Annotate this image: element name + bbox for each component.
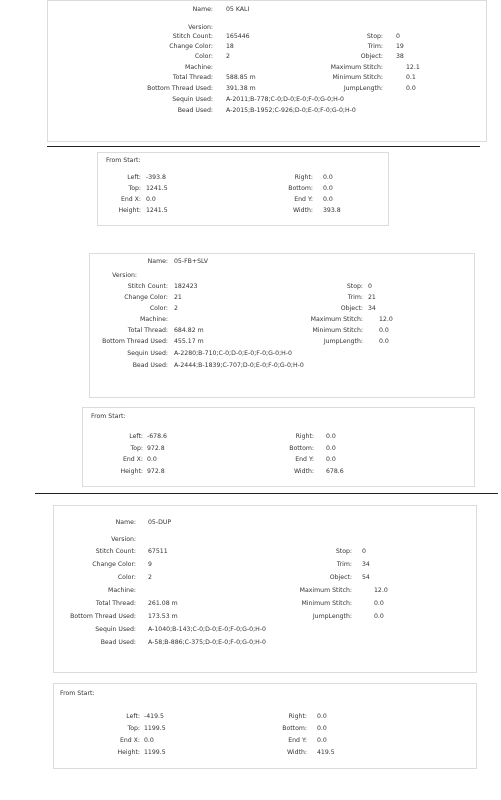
from-start-header: From Start: — [91, 413, 126, 420]
design-info-panel: Name: 05-DUP Version: Stitch Count: 67511 Stop: 0 Change Color: 9 Trim: 34 Color: 2 Object: 54 Machine: Maximum Stitch: 12.0 Total Thread: 261.08 m Minimum Stitch: 0.0 Bottom Thread Used: 173.53 m JumpLength: 0.0 Sequin Used: A-1040;B-143;C-0;D-0;E-0;F-0;G-0;H-0 Bead Used: A-58;B-886;C-375;D-0;E-0;F-0;G-0;H-0 — [53, 505, 477, 673]
design-name: 05-FB+SLV — [174, 258, 209, 265]
design-info-panel: Name: 05 KALI Version: Stitch Count: 165446 Stop: 0 Change Color: 18 Trim: 19 Color: 2 Object: 38 Machine: Maximum Stitch: 12.1 Total Thread: 588.85 m Minimum Stitch: 0.1 Bottom Thread Used: 391.38 m JumpLength: 0.0 Sequin Used: A-2011;B-778;C-0;D-0;E-0;F-0;G-0;H-0 Bead Used: A-2015;B-1952;C-926;D-0;E-0;F-0;G-0;H-0 — [47, 0, 487, 142]
extents-panel: From Start: Left: -678.6 Right: 0.0 Top: 972.8 Bottom: 0.0 End X: 0.0 End Y: 0.0 Height: 972.8 Width: 678.6 — [82, 407, 475, 487]
design-info-panel: Name: 05-FB+SLV Version: Stitch Count: 182423 Stop: 0 Change Color: 21 Trim: 21 Color: 2 Object: 34 Machine: Maximum Stitch: 12.0 Total Thread: 684.82 m Minimum Stitch: 0.0 Bottom Thread Used: 455.17 m JumpLength: 0.0 Sequin Used: A-2280;B-710;C-0;D-0;E-0;F-0;G-0;H-0 Bead Used: A-2444;B-1839;C-707;D-0;E-0;F-0;G-0;H-0 — [89, 253, 475, 398]
extents-panel: From Start: Left: -419.5 Right: 0.0 Top: 1199.5 Bottom: 0.0 End X: 0.0 End Y: 0.0 Height: 1199.5 Width: 419.5 — [53, 683, 477, 769]
separator-line — [35, 493, 498, 494]
extents-panel: From Start: Left: -393.8 Right: 0.0 Top: 1241.5 Bottom: 0.0 End X: 0.0 End Y: 0.0 Height: 1241.5 Width: 393.8 — [97, 152, 389, 226]
design-name: 05-DUP — [148, 519, 172, 526]
design-name: 05 KALI — [226, 6, 250, 13]
from-start-header: From Start: — [60, 690, 95, 697]
separator-line — [47, 146, 480, 147]
from-start-header: From Start: — [106, 157, 141, 164]
